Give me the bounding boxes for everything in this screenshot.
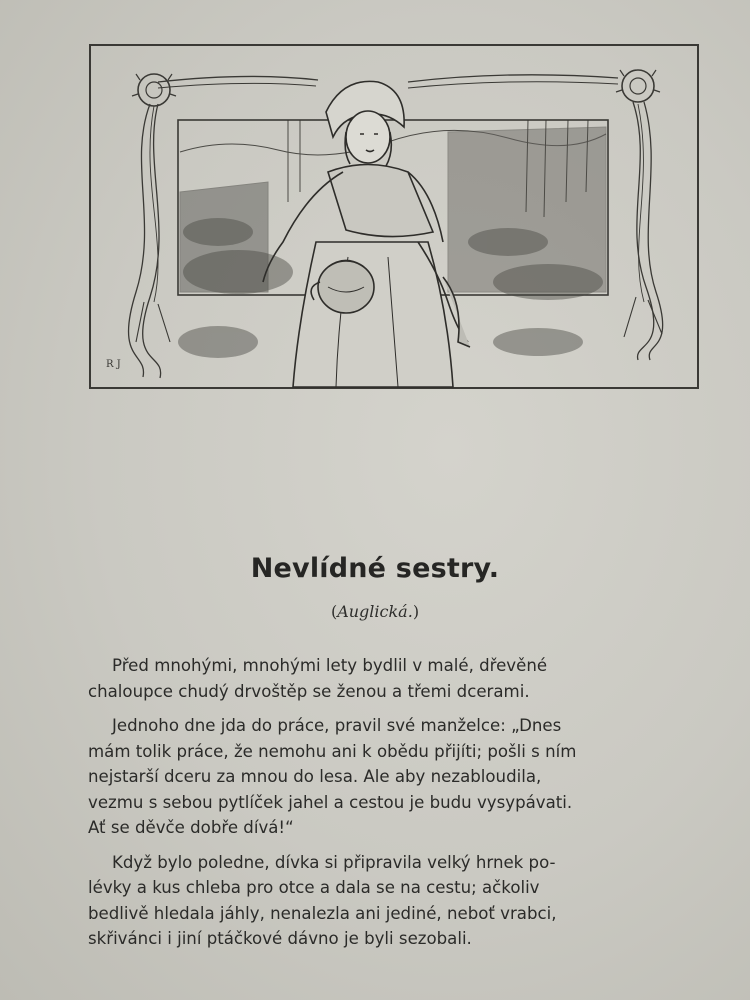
text-line: chaloupce chudý drvoštěp se ženou a třemi dcerami.: [88, 681, 530, 701]
text-line: skřivánci i jiní ptáčkové dávno je byli sezobali.: [88, 929, 472, 948]
text-line: lévky a kus chleba pro otce a dala se na cestu; ačkoliv: [88, 878, 540, 897]
subtitle-open-paren: (: [330, 602, 338, 621]
text-line: Před mnohými, mnohými lety bydlil v malé, dřevěné: [112, 656, 548, 675]
subtitle-close-paren: ): [412, 602, 420, 621]
text-line: vezmu s sebou pytlíček jahel a cestou je budu vysypávati.: [88, 792, 573, 812]
story-body: [88, 653, 690, 961]
illustration-signature: R J: [106, 359, 121, 370]
paragraph: [88, 713, 690, 841]
forest-girl-illustration: [88, 42, 700, 390]
story-subtitle: [0, 602, 750, 621]
paragraph: [88, 653, 690, 704]
text-line: mám tolik práce, že nemohu ani k obědu přijíti; pošli s ním: [88, 741, 577, 761]
subtitle-text: Auglická.: [337, 602, 413, 621]
text-line: bedlivě hledala jáhly, nenalezla ani jediné, neboť vrabci,: [88, 903, 557, 923]
text-line: Když bylo poledne, dívka si připravila velký hrnek po-: [112, 852, 556, 872]
story-title: Nevlídné sestry.: [250, 553, 500, 584]
paragraph: [88, 850, 690, 952]
text-line: nejstarší dceru za mnou do lesa. Ale aby nezabloudila,: [88, 767, 542, 786]
text-line: Jednoho dne jda do práce, pravil své manželce: „Dnes: [112, 716, 562, 735]
text-line: Ať se děvče dobře dívá!“: [88, 818, 294, 837]
